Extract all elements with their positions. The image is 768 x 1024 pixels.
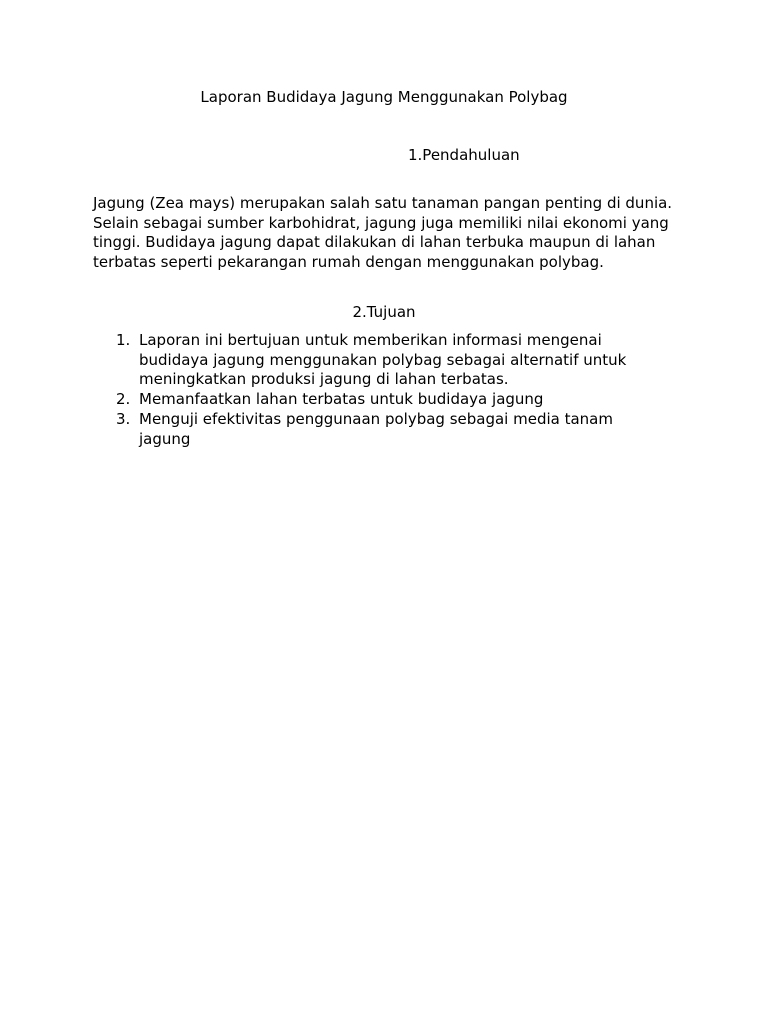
list-item — [116, 390, 656, 410]
intro-paragraph: Jagung (Zea mays) merupakan salah satu tanaman pangan penting di dunia. Selain sebagai sumber karbohidrat, jagung juga memiliki nilai ekonomi yang tinggi. Budidaya jagung dapat dilakukan di lahan terbuka maupun di lahan terbatas seperti pekarangan rumah dengan menggunakan polybag. — [93, 194, 673, 272]
list-item — [116, 410, 656, 449]
list-item-number: 2. — [116, 390, 131, 409]
list-item-text: Memanfaatkan lahan terbatas untuk budidaya jagung — [139, 390, 544, 409]
section-heading-pendahuluan: 1.Pendahuluan — [408, 146, 520, 164]
goals-list — [116, 331, 656, 449]
list-item-number: 3. — [116, 409, 131, 428]
list-item-number: 1. — [116, 331, 131, 349]
document-title: Laporan Budidaya Jagung Menggunakan Polybag — [200, 88, 568, 106]
list-item-text: Menguji efektivitas penggunaan polybag sebagai media tanam jagung — [139, 409, 613, 448]
section-heading-tujuan: 2.Tujuan — [352, 303, 416, 321]
list-item — [116, 331, 656, 390]
list-item-text: Laporan ini bertujuan untuk memberikan informasi mengenai budidaya jagung menggunakan polybag sebagai alternatif untuk meningkatkan produksi jagung di lahan terbatas. — [139, 331, 627, 389]
